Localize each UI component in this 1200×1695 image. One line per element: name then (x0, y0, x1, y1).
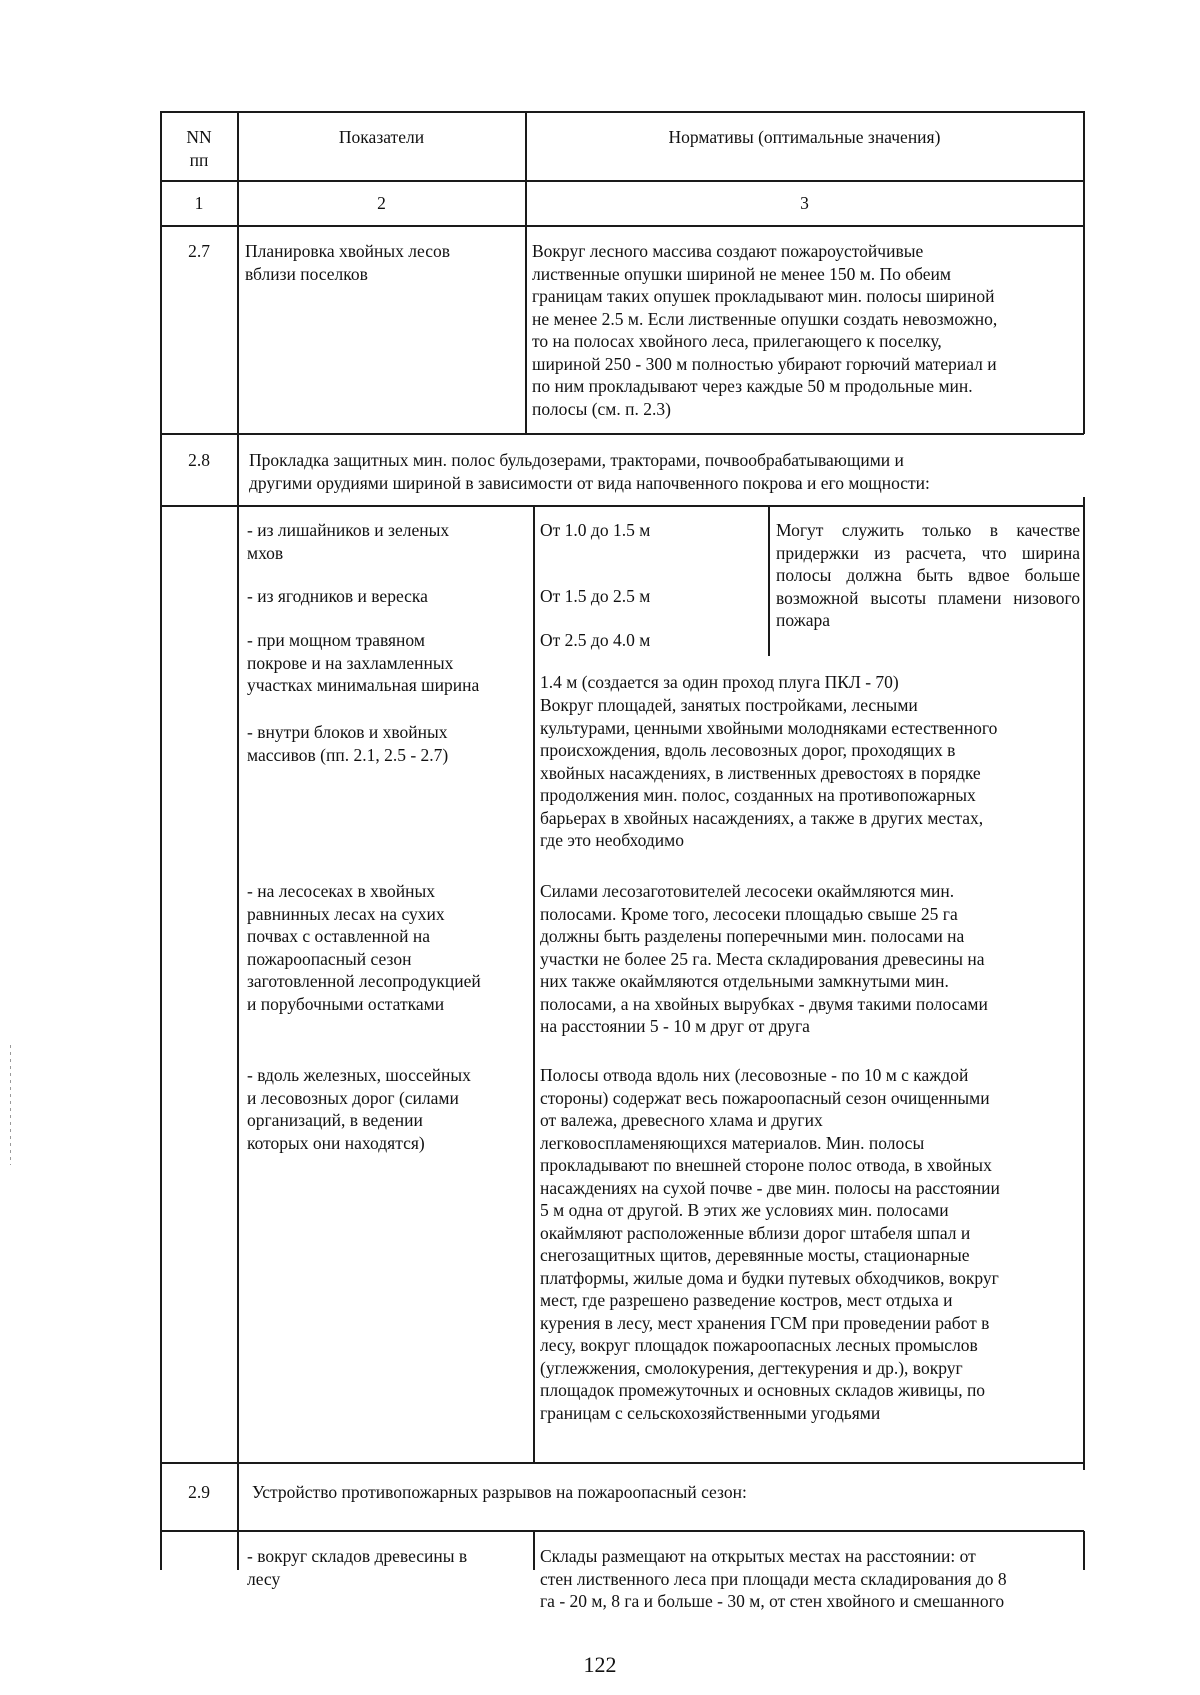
row-2-7-indicator: Планировка хвойных лесов вблизи поселков (245, 241, 450, 284)
row-2-8-plough-note: 1.4 м (создается за один проход плуга ПКЛ - 70) (540, 672, 899, 692)
row-2-8-number: 2.8 (188, 450, 210, 470)
row-2-8-logging-sites-indicator: - на лесосеках в хвойных равнинных лесах на сухих почвах с оставленной на пожароопасный сезон заготовленной лесопродукцией и порубочными остатками (247, 881, 481, 1014)
row-2-9-title: Устройство противопожарных разрывов на пожароопасный сезон: (252, 1482, 747, 1502)
row-2-8-item-1-value: От 1.0 до 1.5 м (540, 520, 651, 540)
header-col3: Нормативы (оптимальные значения) (668, 127, 941, 147)
row-2-8-inside-blocks-norm: Вокруг площадей, занятых постройками, лесными культурами, ценными хвойными молодняками естественного происхождения, вдоль лесовозных дорог, проходящих в хвойных насаждениях, в лиственных древостоях в порядке продолжения мин. полос, созданных на противопожарных барьерах в хвойных насаждениях, а также в других местах, где это необходимо (540, 695, 998, 850)
row-2-8-logging-sites-norm: Силами лесозаготовителей лесосеки окаймляются мин. полосами. Кроме того, лесосеки площадью свыше 25 га должны быть разделены поперечными мин. полосами на участки не более 25 га. Места складирования древесины на них также окаймляются отдельными замкнутыми мин. полосами, а на хвойных вырубках - двумя такими полосами на расстоянии 5 - 10 м друг от друга (540, 881, 988, 1036)
row-2-8-item-2-indicator: - из ягодников и вереска (247, 586, 428, 606)
row-2-9-indicator: - вокруг складов древесины в лесу (247, 1546, 468, 1589)
header-num3: 3 (800, 193, 809, 213)
column-separator-1 (237, 111, 239, 1570)
row-2-8-side-note: Могут служить только в качестве придержки из расчета, что ширина полосы должна быть вдвое больше возможной высоты пламени низового пожара (776, 520, 1080, 630)
row-2-7-norm: Вокруг лесного массива создают пожароустойчивые лиственные опушки шириной не менее 150 м. По обеим границам таких опушек прокладывают мин. полосы шириной не менее 2.5 м. Если лиственные опушки создать невозможно, то на полосах хвойного леса, прилегающего к поселку, шириной 250 - 300 м полностью убирают горючий материал и по ним прокладывают через каждые 50 м продольные мин. полосы (см. п. 2.3) (532, 241, 998, 419)
row-2-7-number: 2.7 (188, 241, 210, 261)
page-number: 122 (583, 1652, 617, 1677)
column-separator-2 (533, 506, 535, 1463)
row-separator (160, 225, 1084, 227)
row-separator (160, 433, 1084, 435)
header-col2: Показатели (338, 127, 425, 147)
header-col1: NN пп (186, 127, 212, 170)
table-border-right (1083, 497, 1085, 1470)
row-2-8-item-3-value: От 2.5 до 4.0 м (540, 630, 651, 650)
row-2-8-title: Прокладка защитных мин. полос бульдозерами, тракторами, почвообрабатывающими и другими орудиями шириной в зависимости от вида напочвенного покрова и его мощности: (249, 450, 930, 493)
column-separator-2 (525, 111, 527, 434)
row-2-9-number: 2.9 (188, 1482, 210, 1502)
row-2-9-norm: Склады размещают на открытых местах на расстоянии: от стен лиственного леса при площади места складирования до 8 га - 20 м, 8 га и больше - 30 м, от стен хвойного и смешанного (540, 1546, 1007, 1611)
row-2-8-inside-blocks-indicator: - внутри блоков и хвойных массивов (пп. 2.1, 2.5 - 2.7) (247, 722, 449, 765)
column-separator-2 (533, 1531, 535, 1570)
row-2-8-item-3-indicator: - при мощном травяном покрове и на захламленных участках минимальная ширина (247, 630, 480, 695)
table-border-right (1083, 1531, 1085, 1570)
row-separator (160, 1462, 1084, 1464)
row-2-8-item-1-indicator: - из лишайников и зеленых мхов (247, 520, 450, 563)
row-separator (160, 1530, 1084, 1532)
row-separator (160, 505, 1084, 507)
row-2-8-item-2-value: От 1.5 до 2.5 м (540, 586, 651, 606)
scan-edge-mark (10, 1045, 11, 1165)
table-border-top (160, 111, 1084, 113)
header-num1: 1 (194, 193, 204, 213)
column-separator-3 (768, 506, 770, 656)
header-num2: 2 (377, 193, 386, 213)
row-2-8-roads-norm: Полосы отвода вдоль них (лесовозные - по 10 м с каждой стороны) содержат весь пожароопасный сезон очищенными от валежа, древесного хлама и других легковоспламеняющихся материалов. Мин. полосы прокладывают по внешней стороне полос отвода, в хвойных насаждениях на сухой почве - две мин. полосы на расстоянии 5 м одна от другой. В этих же условиях мин. полосами окаймляют расположенные вблизи дорог штабеля шпал и снегозащитных щитов, деревянные мосты, стационарные платформы, жилые дома и будки путевых обходчиков, вокруг мест, где разрешено разведение костров, мест отдыха и курения в лесу, мест хранения ГСМ при проведении работ в лесу, вокруг площадок пожароопасных лесных промыслов (углежжения, смолокурения, дегтекурения и др.), вокруг площадок промежуточных и основных складов живицы, по границам с сельскохозяйственными угодьями (540, 1065, 1000, 1423)
row-2-8-roads-indicator: - вдоль железных, шоссейных и лесовозных дорог (силами организаций, в ведении которых они находятся) (247, 1065, 471, 1153)
table-border-left (160, 111, 162, 1570)
row-separator (160, 180, 1084, 182)
table-border-right (1083, 111, 1085, 434)
